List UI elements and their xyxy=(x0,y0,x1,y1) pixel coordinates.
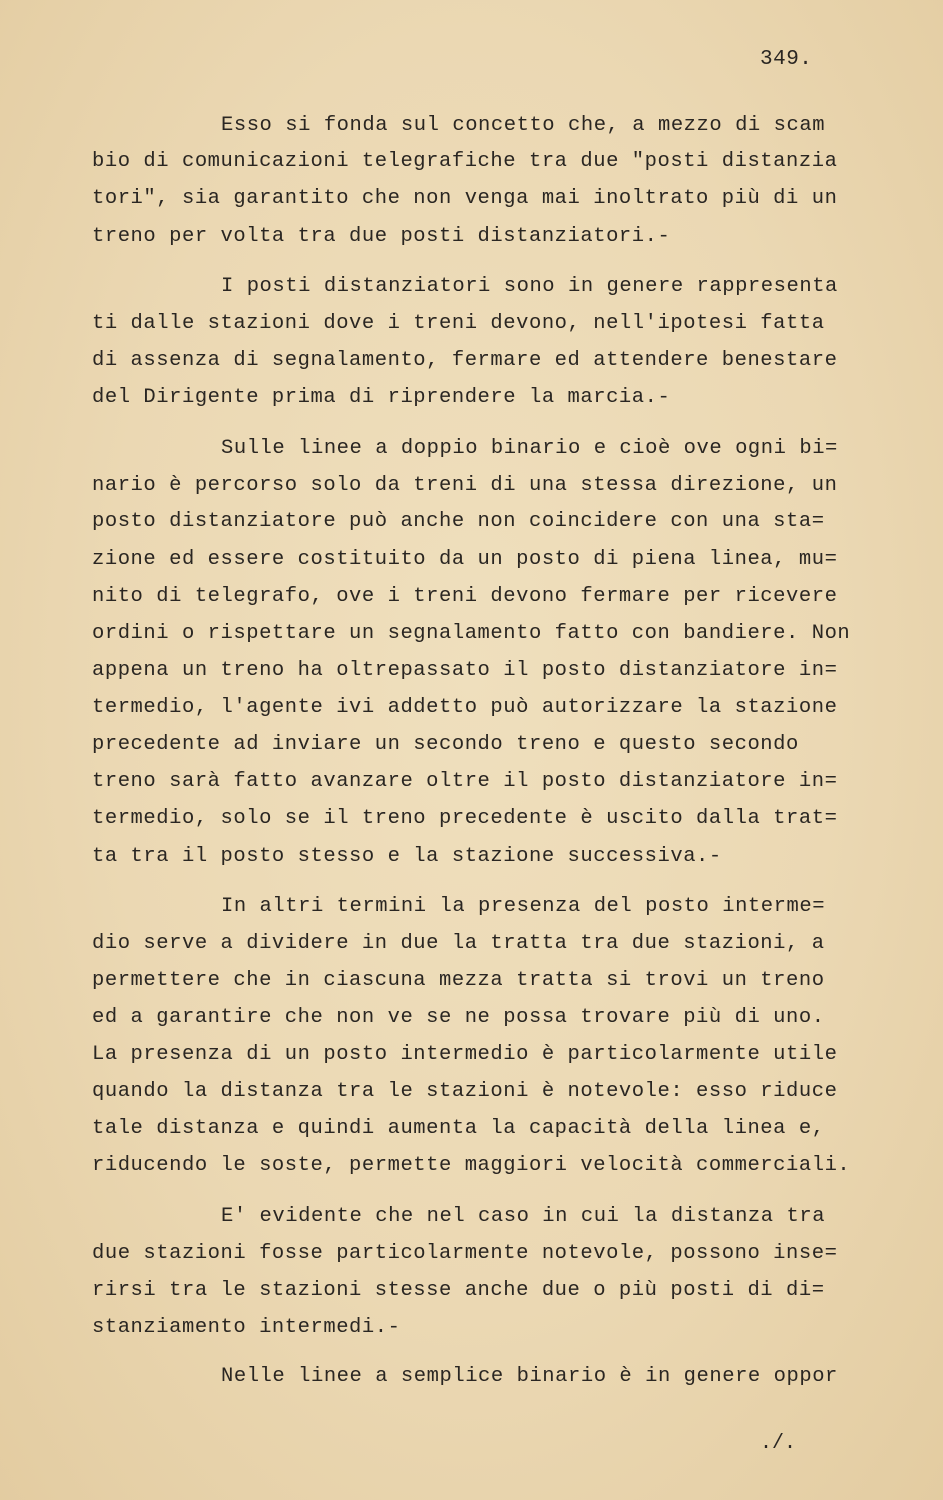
text-line: nito di telegrafo, ove i treni devono fermare per ricevere xyxy=(92,585,838,608)
text-line: ti dalle stazioni dove i treni devono, nell'ipotesi fatta xyxy=(92,312,825,335)
text-line: treno sarà fatto avanzare oltre il posto distanziatore in= xyxy=(92,770,838,793)
page-number: 349. xyxy=(760,48,813,71)
text-line: nario è percorso solo da treni di una stessa direzione, un xyxy=(92,474,838,497)
text-line: tori", sia garantito che non venga mai inoltrato più di un xyxy=(92,187,838,210)
text-line: I posti distanziatori sono in genere rappresenta xyxy=(221,275,838,298)
text-line: Sulle linee a doppio binario e cioè ove ogni bi= xyxy=(221,437,838,460)
text-line: dio serve a dividere in due la tratta tra due stazioni, a xyxy=(92,932,825,955)
text-line: termedio, l'agente ivi addetto può autorizzare la stazione xyxy=(92,696,838,719)
text-line: In altri termini la presenza del posto interme= xyxy=(221,895,826,918)
text-line: appena un treno ha oltrepassato il posto distanziatore in= xyxy=(92,659,838,682)
text-line: quando la distanza tra le stazioni è notevole: esso riduce xyxy=(92,1080,838,1103)
text-line: Nelle linee a semplice binario è in genere oppor xyxy=(221,1365,838,1388)
text-line: termedio, solo se il treno precedente è uscito dalla trat= xyxy=(92,807,838,830)
text-line: permettere che in ciascuna mezza tratta si trovi un treno xyxy=(92,969,825,992)
text-line: ta tra il posto stesso e la stazione successiva.- xyxy=(92,845,722,868)
text-line: treno per volta tra due posti distanziatori.- xyxy=(92,225,671,248)
text-line: di assenza di segnalamento, fermare ed attendere benestare xyxy=(92,349,838,372)
text-line: bio di comunicazioni telegrafiche tra due "posti distanzia xyxy=(92,150,838,173)
text-line: E' evidente che nel caso in cui la distanza tra xyxy=(221,1205,826,1228)
text-line: posto distanziatore può anche non coincidere con una sta= xyxy=(92,510,825,533)
text-line: La presenza di un posto intermedio è particolarmente utile xyxy=(92,1043,838,1066)
text-line: riducendo le soste, permette maggiori velocità commerciali. xyxy=(92,1154,851,1177)
text-line: zione ed essere costituito da un posto di piena linea, mu= xyxy=(92,548,838,571)
text-line: Esso si fonda sul concetto che, a mezzo di scam xyxy=(221,114,826,137)
text-line: rirsi tra le stazioni stesse anche due o più posti di di= xyxy=(92,1279,825,1302)
text-line: due stazioni fosse particolarmente notevole, possono inse= xyxy=(92,1242,838,1265)
text-line: ed a garantire che non ve se ne possa trovare più di uno. xyxy=(92,1006,825,1029)
text-line: precedente ad inviare un secondo treno e questo secondo xyxy=(92,733,799,756)
text-line: tale distanza e quindi aumenta la capacità della linea e, xyxy=(92,1117,825,1140)
continuation-mark: ./. xyxy=(760,1432,797,1455)
text-line: del Dirigente prima di riprendere la marcia.- xyxy=(92,386,671,409)
text-line: stanziamento intermedi.- xyxy=(92,1316,401,1339)
text-line: ordini o rispettare un segnalamento fatto con bandiere. Non xyxy=(92,622,851,645)
